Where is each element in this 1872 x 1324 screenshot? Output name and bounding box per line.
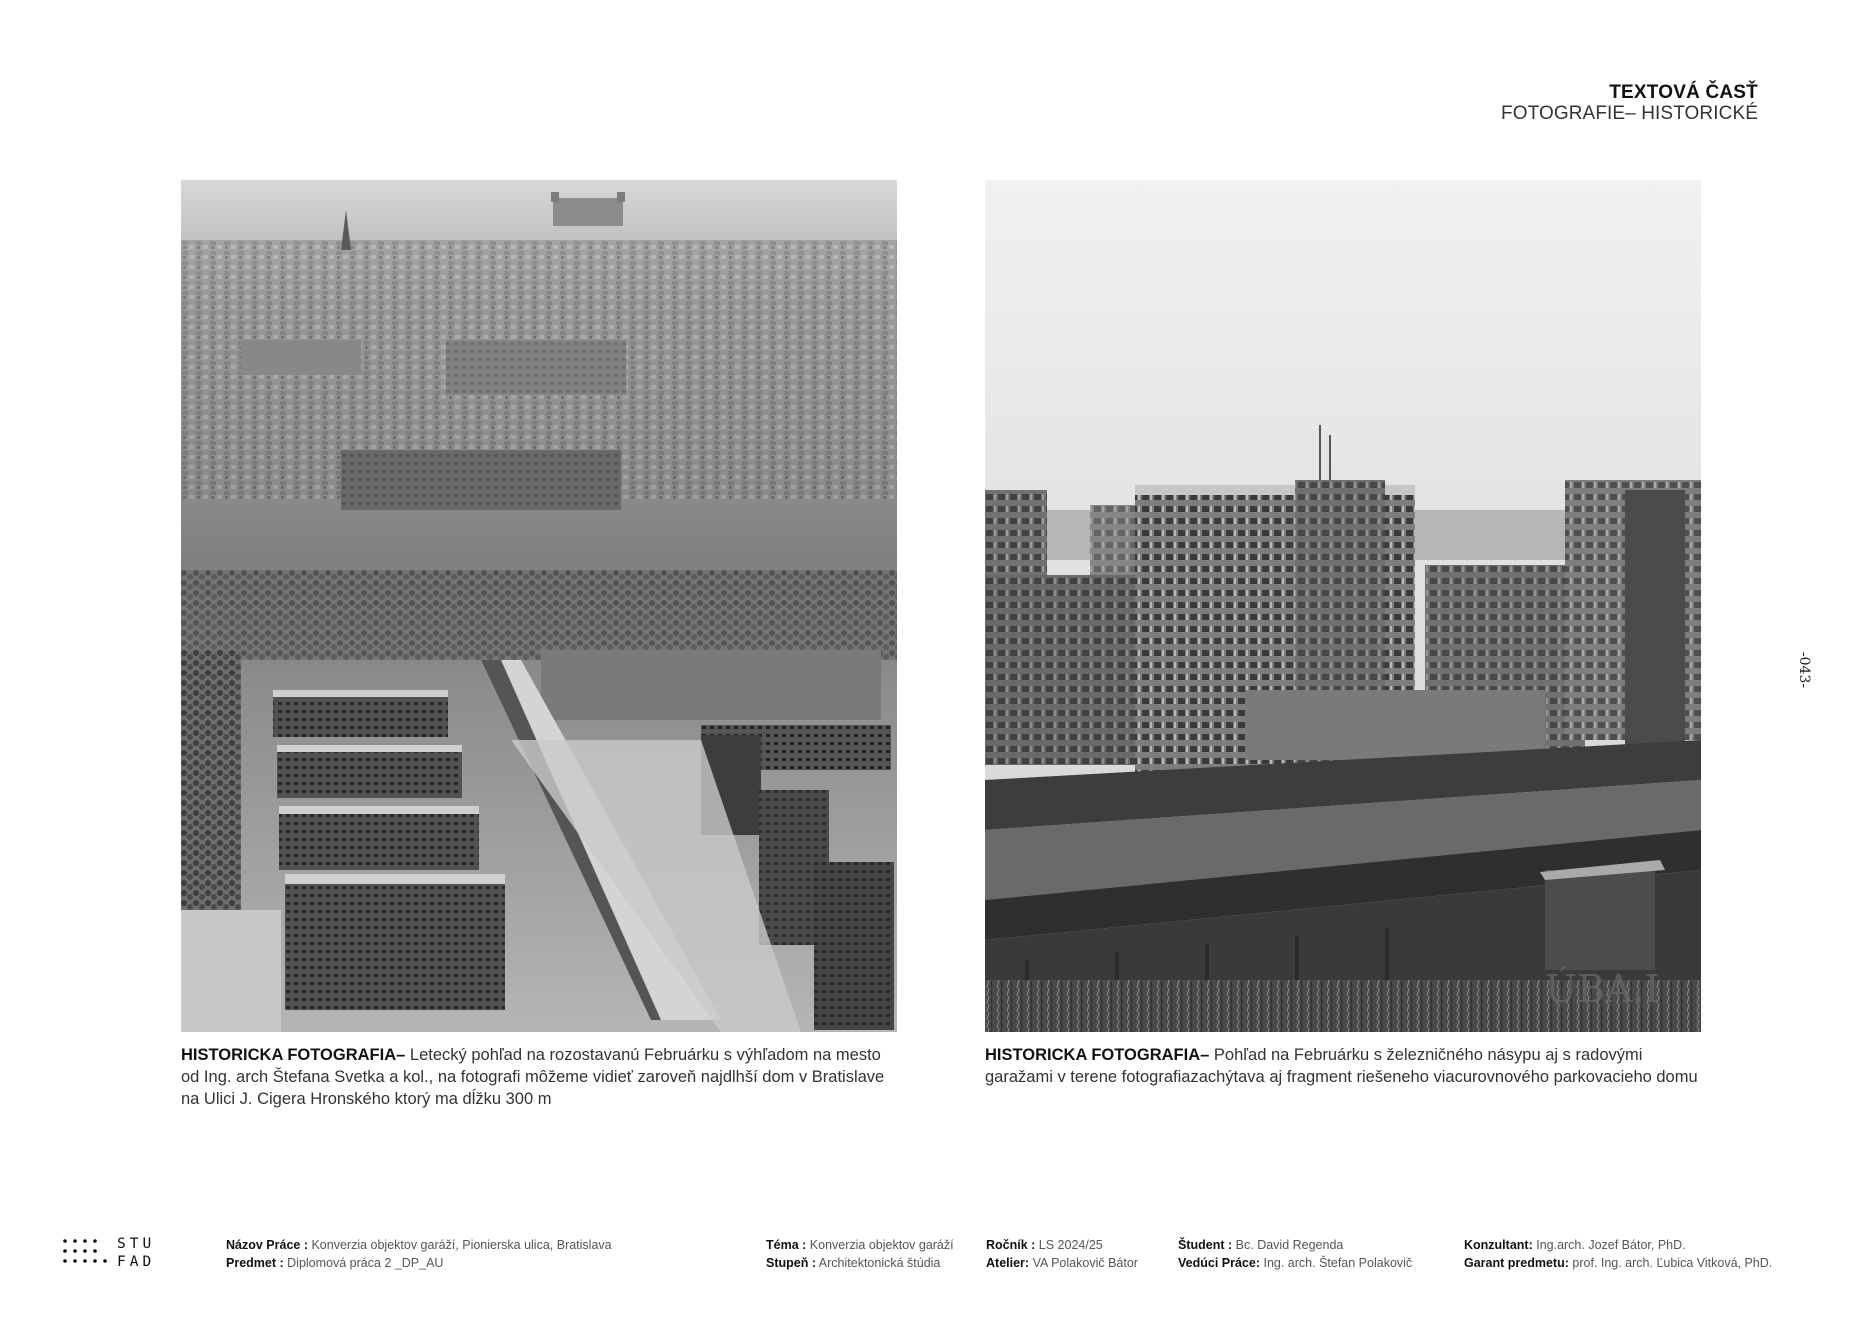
footer-work-info bbox=[226, 1236, 612, 1272]
footer-consultant-info bbox=[1464, 1236, 1772, 1272]
footer-veduci-prace: Vedúci Práce: Ing. arch. Štefan Polakovič bbox=[1178, 1256, 1413, 1270]
footer-year-info bbox=[986, 1236, 1138, 1272]
section-title: TEXTOVÁ ČASŤ bbox=[1609, 82, 1758, 103]
section-subtitle: FOTOGRAFIE– HISTORICKÉ bbox=[1501, 103, 1758, 125]
photo-watermark: ÚBA.I bbox=[1545, 967, 1660, 1011]
caption-text: Pohľad na Februárku s železničného násypu aj s radovými garažami v terene fotografiazachýtava aj fragment riešeneho viacurovnového parkovacieho domu bbox=[985, 1046, 1698, 1086]
historical-photo-aerial bbox=[181, 180, 897, 1032]
caption-lead: HISTORICKA FOTOGRAFIA– bbox=[181, 1046, 406, 1064]
footer-konzultant: Konzultant: Ing.arch. Jozef Bátor, PhD. bbox=[1464, 1238, 1686, 1252]
footer-tema: Téma : Konverzia objektov garáží bbox=[766, 1238, 954, 1252]
footer-nazov-prace: Názov Práce : Konverzia objektov garáží, Pionierska ulica, Bratislava bbox=[226, 1238, 612, 1252]
figure-caption-right bbox=[985, 1044, 1701, 1088]
figure-caption-left bbox=[181, 1044, 897, 1110]
footer-student: Študent : Bc. David Regenda bbox=[1178, 1238, 1344, 1252]
footer-rocnik: Ročník : LS 2024/25 bbox=[986, 1238, 1103, 1252]
footer-atelier: Atelier: VA Polakovič Bátor bbox=[986, 1256, 1138, 1270]
footer-garant: Garant predmetu: prof. Ing. arch. Ľubica Vitková, PhD. bbox=[1464, 1256, 1773, 1270]
footer-predmet: Predmet : Diplomová práca 2 _DP_AU bbox=[226, 1256, 444, 1270]
page-header bbox=[1501, 82, 1758, 125]
footer-stupen: Stupeň : Architektonická štúdia bbox=[766, 1256, 941, 1270]
logo-dots-icon bbox=[62, 1238, 112, 1272]
footer-people-info bbox=[1178, 1236, 1412, 1272]
logo-text: STU FAD bbox=[117, 1236, 156, 1270]
footer-topic-info bbox=[766, 1236, 954, 1272]
stu-fad-logo bbox=[62, 1235, 157, 1275]
garages-photo-image bbox=[985, 180, 1701, 1032]
caption-lead: HISTORICKA FOTOGRAFIA– bbox=[985, 1046, 1210, 1064]
historical-photo-garages bbox=[985, 180, 1701, 1032]
aerial-photo-image bbox=[181, 180, 897, 1032]
page-number: -043- bbox=[1796, 651, 1812, 689]
caption-text: Letecký pohľad na rozostavanú Februárku s výhľadom na mesto od Ing. arch Štefana Svetka a kol., na fotografi môžeme vidieť zaroveň najdlhší dom v Bratislave na Ulici J. Cigera Hronského ktorý ma dĺžku 300 m bbox=[181, 1046, 885, 1108]
